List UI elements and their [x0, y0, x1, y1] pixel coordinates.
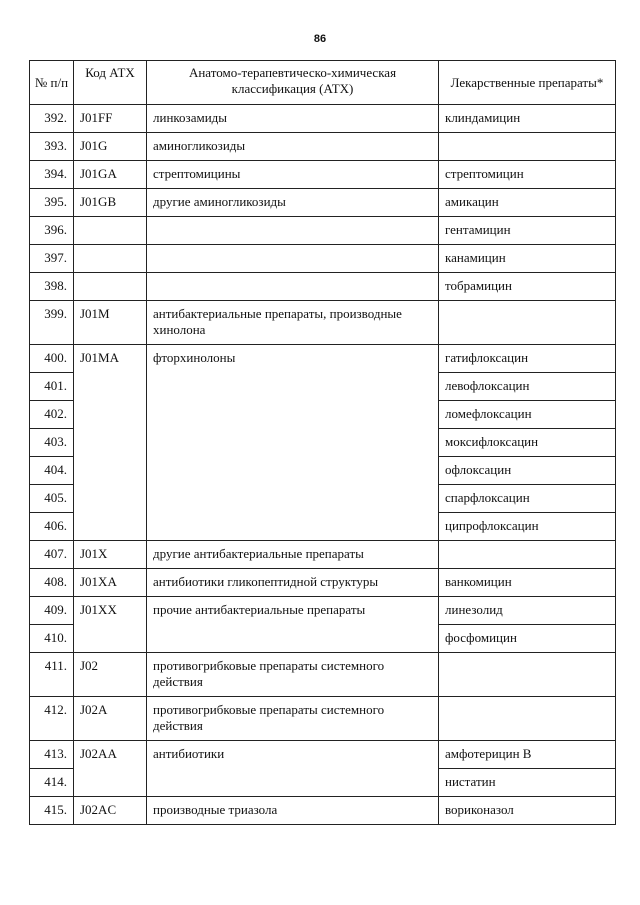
header-atx: Анатомо-терапевтическо-химическая классификация (АТХ) — [147, 61, 439, 105]
row-drug: ципрофлоксацин — [439, 513, 616, 541]
row-num: 408. — [30, 569, 74, 597]
row-num: 414. — [30, 769, 74, 797]
row-num: 402. — [30, 401, 74, 429]
table-row — [30, 245, 616, 273]
row-drug — [439, 697, 616, 741]
row-drug: канамицин — [439, 245, 616, 273]
row-num: 396. — [30, 217, 74, 245]
row-drug — [439, 301, 616, 345]
row-num: 411. — [30, 653, 74, 697]
row-code: J01GA — [74, 161, 147, 189]
row-code — [74, 245, 147, 273]
row-num: 415. — [30, 797, 74, 825]
table-row — [30, 105, 616, 133]
row-code: J01XX — [74, 597, 147, 653]
row-drug: вориконазол — [439, 797, 616, 825]
row-code — [74, 273, 147, 301]
table-header-row — [30, 61, 616, 105]
row-atx: антибиотики гликопептидной структуры — [147, 569, 439, 597]
row-num: 392. — [30, 105, 74, 133]
row-code: J01MA — [74, 345, 147, 541]
table-row — [30, 161, 616, 189]
row-drug: офлоксацин — [439, 457, 616, 485]
row-atx: прочие антибактериальные препараты — [147, 597, 439, 653]
row-code: J02AC — [74, 797, 147, 825]
row-drug — [439, 653, 616, 697]
row-code: J02 — [74, 653, 147, 697]
row-num: 406. — [30, 513, 74, 541]
row-drug: моксифлоксацин — [439, 429, 616, 457]
row-code — [74, 217, 147, 245]
row-drug: гентамицин — [439, 217, 616, 245]
header-num: № п/п — [30, 61, 74, 105]
row-drug: амфотерицин В — [439, 741, 616, 769]
row-num: 398. — [30, 273, 74, 301]
row-code: J01GB — [74, 189, 147, 217]
row-num: 394. — [30, 161, 74, 189]
row-code: J01G — [74, 133, 147, 161]
row-atx — [147, 245, 439, 273]
row-drug: гатифлоксацин — [439, 345, 616, 373]
row-num: 410. — [30, 625, 74, 653]
row-code: J01FF — [74, 105, 147, 133]
table-row — [30, 217, 616, 245]
table-row — [30, 597, 616, 625]
row-num: 397. — [30, 245, 74, 273]
row-drug: тобрамицин — [439, 273, 616, 301]
row-code: J02AA — [74, 741, 147, 797]
row-drug: фосфомицин — [439, 625, 616, 653]
row-drug: стрептомицин — [439, 161, 616, 189]
table-row — [30, 569, 616, 597]
row-atx — [147, 273, 439, 301]
row-num: 409. — [30, 597, 74, 625]
table-row — [30, 541, 616, 569]
row-num: 413. — [30, 741, 74, 769]
table-row — [30, 653, 616, 697]
row-code: J01XA — [74, 569, 147, 597]
row-drug: спарфлоксацин — [439, 485, 616, 513]
row-drug — [439, 541, 616, 569]
row-atx: аминогликозиды — [147, 133, 439, 161]
row-drug: клиндамицин — [439, 105, 616, 133]
row-num: 400. — [30, 345, 74, 373]
row-drug: нистатин — [439, 769, 616, 797]
row-num: 393. — [30, 133, 74, 161]
row-code: J01M — [74, 301, 147, 345]
row-code: J02A — [74, 697, 147, 741]
table-row — [30, 697, 616, 741]
row-num: 404. — [30, 457, 74, 485]
row-atx: стрептомицины — [147, 161, 439, 189]
table-row — [30, 797, 616, 825]
row-num: 403. — [30, 429, 74, 457]
row-atx: другие антибактериальные препараты — [147, 541, 439, 569]
header-drugs: Лекарственные препараты* — [439, 61, 616, 105]
row-atx: антибиотики — [147, 741, 439, 797]
table-row — [30, 273, 616, 301]
table-row — [30, 133, 616, 161]
row-num: 395. — [30, 189, 74, 217]
atx-drug-table — [29, 60, 616, 825]
table-row — [30, 345, 616, 373]
row-drug: ванкомицин — [439, 569, 616, 597]
row-atx: другие аминогликозиды — [147, 189, 439, 217]
header-code: Код АТХ — [74, 61, 147, 105]
row-drug — [439, 133, 616, 161]
row-atx: противогрибковые препараты системного действия — [147, 697, 439, 741]
page-number: 86 — [313, 33, 327, 45]
row-atx: фторхинолоны — [147, 345, 439, 541]
row-drug: линезолид — [439, 597, 616, 625]
row-num: 399. — [30, 301, 74, 345]
table-row — [30, 189, 616, 217]
row-drug: амикацин — [439, 189, 616, 217]
row-num: 405. — [30, 485, 74, 513]
row-drug: левофлоксацин — [439, 373, 616, 401]
row-atx: антибактериальные препараты, производные хинолона — [147, 301, 439, 345]
row-atx — [147, 217, 439, 245]
row-num: 407. — [30, 541, 74, 569]
table-row — [30, 741, 616, 769]
row-code: J01X — [74, 541, 147, 569]
row-atx: линкозамиды — [147, 105, 439, 133]
row-num: 401. — [30, 373, 74, 401]
row-atx: производные триазола — [147, 797, 439, 825]
row-atx: противогрибковые препараты системного действия — [147, 653, 439, 697]
table-row — [30, 301, 616, 345]
row-num: 412. — [30, 697, 74, 741]
row-drug: ломефлоксацин — [439, 401, 616, 429]
